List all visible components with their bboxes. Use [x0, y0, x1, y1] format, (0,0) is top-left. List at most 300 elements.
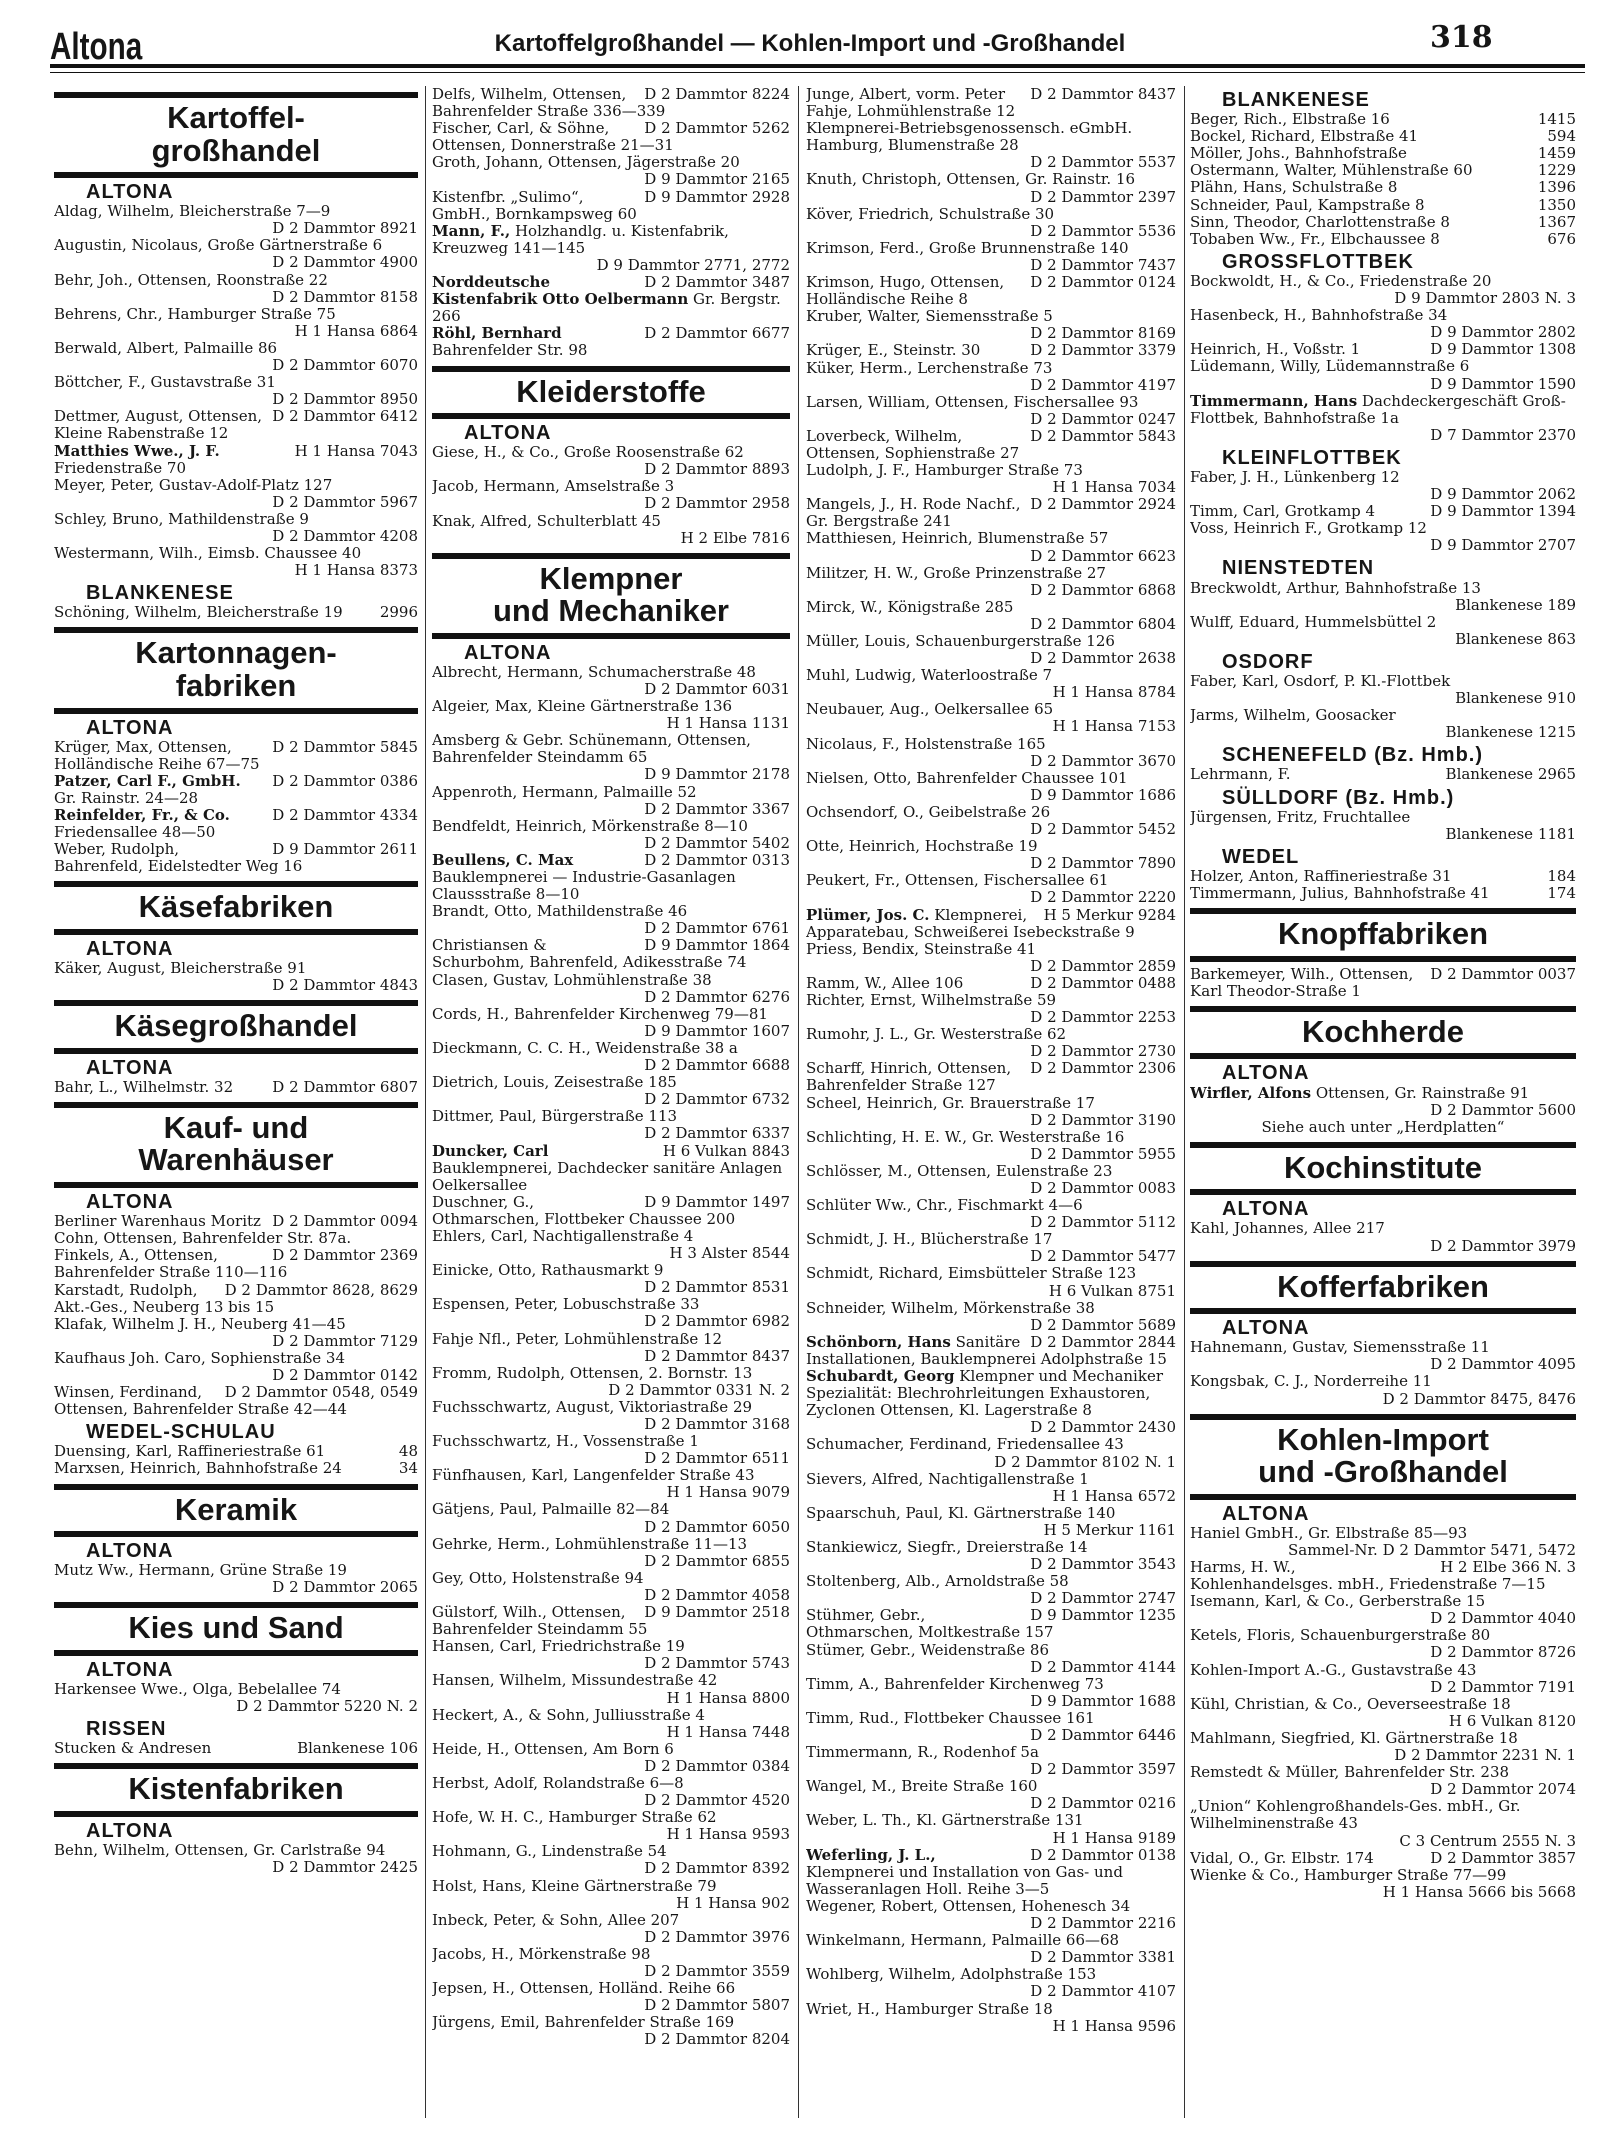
- phone-number: D 2 Dammtor 2924: [1030, 495, 1176, 514]
- phone-number: D 9 Dammtor 1394: [1430, 502, 1576, 521]
- listing-entry: [54, 477, 418, 511]
- phone-number: D 2 Dammtor 4058: [644, 1585, 790, 1604]
- phone-number: D 2 Dammtor 3367: [644, 799, 790, 818]
- listing-text: Priess, Bendix, Steinstraße 41: [806, 939, 1037, 958]
- listing-text: Schneider, Paul, Kampstraße 8: [1190, 195, 1425, 214]
- listing-entry: [432, 1980, 790, 2014]
- phone-number: D 2 Dammtor 3559: [644, 1962, 790, 1981]
- listing-entry: [806, 274, 1176, 308]
- listing-text: Dittmer, Paul, Bürgerstraße 113: [432, 1107, 678, 1126]
- phone-number: D 2 Dammtor 8726: [1430, 1643, 1576, 1662]
- listing-text: Heide, H., Ottensen, Am Born 6: [432, 1739, 674, 1758]
- listing-text: Berwald, Albert, Palmaille 86: [54, 338, 278, 357]
- listing-text: Schneider, Wilhelm, Mörkenstraße 38: [806, 1298, 1095, 1317]
- phone-number: D 9 Dammtor 2518: [644, 1603, 790, 1622]
- listing-text: Westermann, Wilh., Eimsb. Chaussee 40: [54, 544, 362, 563]
- phone-number: D 2 Dammtor 3543: [1030, 1555, 1176, 1574]
- phone-number: D 2 Dammtor 8102 N. 1: [994, 1452, 1176, 1471]
- listing-entry: [432, 784, 790, 818]
- phone-number: D 2 Dammtor 6982: [644, 1312, 790, 1331]
- listing-text: Dachdeckergeschäft Groß-Flottbek, Bahnhofstraße 1a: [1190, 391, 1566, 427]
- phone-number: D 2 Dammtor 3379: [1030, 341, 1176, 360]
- phone-number: H 1 Hansa 8800: [666, 1688, 790, 1707]
- listing-entry: [54, 807, 418, 841]
- listing-text: Fischer, Carl, & Söhne, Ottensen, Donnerstraße 21—31: [432, 119, 674, 155]
- place-heading: SÜLLDORF (Bz. Hmb.): [1222, 786, 1455, 809]
- listing-entry: [806, 206, 1176, 240]
- place-heading: BLANKENESE: [86, 582, 234, 605]
- listing-entry: [1190, 614, 1576, 648]
- listing-entry: [432, 1262, 790, 1296]
- listing-entry: [432, 1006, 790, 1040]
- listing-text: Dieckmann, C. C. H., Weidenstraße 38 a: [432, 1038, 738, 1057]
- listing-entry: [806, 1471, 1176, 1505]
- phone-number: D 2 Dammtor 0247: [1030, 409, 1176, 428]
- column-divider: [798, 86, 799, 2118]
- listing-entry: [54, 511, 418, 545]
- phone-number: D 2 Dammtor 2859: [1030, 956, 1176, 975]
- column-2: [432, 86, 790, 2118]
- listing-entry: [1190, 1220, 1576, 1254]
- listing-text: Mirck, W., Königstraße 285: [806, 597, 1014, 616]
- phone-number: D 2 Dammtor 4040: [1430, 1609, 1576, 1628]
- listing-entry: [54, 1842, 418, 1876]
- listing-text: Hansen, Wilhelm, Missundestraße 42: [432, 1671, 718, 1690]
- listing-entry: [1190, 145, 1576, 162]
- phone-number: D 2 Dammtor 4144: [1030, 1657, 1176, 1676]
- listing-text: Duensing, Karl, Raffineriestraße 61: [54, 1442, 326, 1461]
- place-heading: NIENSTEDTEN: [1222, 557, 1375, 580]
- listing-text: Clasen, Gustav, Lohmühlenstraße 38: [432, 970, 712, 989]
- listing-entry: [432, 1604, 790, 1638]
- phone-number: 1367: [1537, 212, 1576, 231]
- phone-number: H 1 Hansa 9593: [666, 1825, 790, 1844]
- phone-number: D 2 Dammtor 6511: [644, 1449, 790, 1468]
- phone-number: D 9 Dammtor 2178: [644, 765, 790, 784]
- phone-number: D 2 Dammtor 6623: [1030, 546, 1176, 565]
- place-heading: GROSSFLOTTBEK: [1222, 250, 1414, 273]
- phone-number: Blankenese 106: [297, 1739, 418, 1758]
- listing-text: Jürgens, Emil, Bahrenfelder Straße 169: [432, 2013, 735, 2032]
- listing-entry: [432, 513, 790, 547]
- listing-entry: [806, 1265, 1176, 1299]
- listing-text: Fahje Nfl., Peter, Lohmühlenstraße 12: [432, 1329, 723, 1348]
- listing-text: Weber, L. Th., Kl. Gärtnerstraße 131: [806, 1811, 1084, 1830]
- phone-number: D 2 Dammtor 3857: [1430, 1848, 1576, 1867]
- listing-text: Karstadt, Rudolph, Akt.-Ges., Neuberg 13 bis 15: [54, 1280, 275, 1316]
- listing-text: Schmidt, J. H., Blücherstraße 17: [806, 1230, 1053, 1249]
- phone-number: D 2 Dammtor 8531: [644, 1278, 790, 1297]
- listing-entry: [54, 841, 418, 875]
- listing-entry: [806, 394, 1176, 428]
- phone-number: D 9 Dammtor 1864: [644, 936, 790, 955]
- phone-number: D 2 Dammtor 6337: [644, 1124, 790, 1143]
- listing-text: Harkensee Wwe., Olga, Bebelallee 74: [54, 1680, 341, 1698]
- phone-number: D 9 Dammtor 1590: [1430, 374, 1576, 393]
- listing-entry: [1190, 868, 1576, 885]
- listing-entry: [806, 1573, 1176, 1607]
- phone-number: Blankenese 1215: [1445, 723, 1576, 742]
- phone-number: D 2 Dammtor 0037: [1430, 964, 1576, 983]
- listing-entry: [54, 306, 418, 340]
- listing-text: Behr, Joh., Ottensen, Roonstraße 22: [54, 270, 328, 289]
- listing-text: Schöning, Wilhelm, Bleicherstraße 19: [54, 603, 343, 622]
- phone-number: D 2 Dammtor 6050: [644, 1517, 790, 1536]
- phone-number: H 1 Hansa 7153: [1052, 717, 1176, 736]
- phone-number: D 2 Dammtor 2747: [1030, 1589, 1176, 1608]
- listing-text: Knak, Alfred, Schulterblatt 45: [432, 511, 661, 530]
- phone-number: H 1 Hansa 9596: [1052, 2016, 1176, 2035]
- phone-number: Sammel-Nr. D 2 Dammtor 5471, 5472: [1288, 1540, 1576, 1559]
- phone-number: D 2 Dammtor 0386: [272, 771, 418, 790]
- listing-text: Krüger, Max, Ottensen, Holländische Reihe 67—75: [54, 737, 260, 773]
- listing-text: Wangel, M., Breite Straße 160: [806, 1777, 1038, 1796]
- listing-entry: [806, 1026, 1176, 1060]
- phone-number: D 2 Dammtor 3979: [1430, 1236, 1576, 1255]
- listing-entry: [806, 462, 1176, 496]
- listing-entry: [432, 1433, 790, 1467]
- listing-text: Gr. Bergstr. 266: [432, 290, 781, 326]
- phone-number: D 2 Dammtor 2369: [272, 1246, 418, 1265]
- listing-text: Ketels, Floris, Schauenburgerstraße 80: [1190, 1626, 1491, 1645]
- section-heading: Kofferfabriken: [1190, 1261, 1576, 1315]
- listing-entry: [806, 1710, 1176, 1744]
- phone-number: D 2 Dammtor 3670: [1030, 751, 1176, 770]
- listing-entry: [1190, 766, 1576, 783]
- listing-entry: [432, 937, 790, 971]
- place-heading: BLANKENESE: [1222, 89, 1370, 111]
- section-heading: Keramik: [54, 1484, 418, 1538]
- listing-entry: [806, 1847, 1176, 1898]
- listing-text: Loverbeck, Wilhelm, Ottensen, Sophienstraße 27: [806, 426, 1020, 462]
- firm-name: Weferling, J. L.,: [806, 1845, 936, 1864]
- listing-text: Herbst, Adolf, Rolandstraße 6—8: [432, 1773, 684, 1792]
- listing-entry: [806, 1334, 1176, 1368]
- firm-name: Wirfler, Alfons: [1190, 1083, 1312, 1102]
- section-heading: Kistenfabriken: [54, 1763, 418, 1817]
- phone-number: Blankenese 863: [1455, 629, 1576, 648]
- listing-entry: [806, 360, 1176, 394]
- phone-number: D 2 Dammtor 0488: [1030, 973, 1176, 992]
- listing-entry: [54, 443, 418, 477]
- phone-number: D 2 Dammtor 0094: [272, 1212, 418, 1231]
- listing-text: Berliner Warenhaus Moritz Cohn, Ottensen, Bahrenfelder Str. 87a.: [54, 1212, 352, 1248]
- listing-entry: [432, 972, 790, 1006]
- section-heading: Kochinstitute: [1190, 1142, 1576, 1196]
- phone-number: 174: [1547, 884, 1576, 903]
- phone-number: D 9 Dammtor 2611: [272, 840, 418, 859]
- listing-entry: [806, 701, 1176, 735]
- listing-entry: [806, 1163, 1176, 1197]
- place-heading: ALTONA: [1222, 1317, 1310, 1340]
- phone-number: D 9 Dammtor 2802: [1430, 323, 1576, 342]
- listing-entry: [432, 154, 790, 188]
- listing-entry: [1190, 307, 1576, 341]
- phone-number: D 2 Dammtor 6677: [644, 324, 790, 343]
- place-heading: ALTONA: [86, 937, 174, 960]
- listing-text: Wegener, Robert, Ottensen, Hohenesch 34: [806, 1896, 1131, 1915]
- listing-entry: [806, 1539, 1176, 1573]
- listing-text: Jacob, Hermann, Amselstraße 3: [432, 477, 675, 496]
- listing-text: Brandt, Otto, Mathildenstraße 46: [432, 902, 688, 921]
- phone-number: D 2 Dammtor 8204: [644, 2030, 790, 2049]
- listing-text: Müller, Louis, Schauenburgerstraße 126: [806, 632, 1115, 650]
- listing-entry: [1190, 162, 1576, 179]
- firm-name: Schönborn, Hans: [806, 1332, 951, 1351]
- phone-number: H 1 Hansa 7034: [1052, 478, 1176, 497]
- listing-text: Scheel, Heinrich, Gr. Brauerstraße 17: [806, 1093, 1095, 1112]
- phone-number: D 2 Dammtor 6855: [644, 1551, 790, 1570]
- phone-number: D 2 Dammtor 5807: [644, 1996, 790, 2015]
- section-heading: Käsegroßhandel: [54, 1000, 418, 1054]
- listing-text: Krimson, Ferd., Große Brunnenstraße 140: [806, 238, 1129, 257]
- listing-text: Schlichting, H. E. W., Gr. Westerstraße 16: [806, 1127, 1125, 1146]
- phone-number: D 2 Dammtor 2638: [1030, 649, 1176, 668]
- listing-entry: [54, 773, 418, 807]
- listing-text: Meyer, Peter, Gustav-Adolf-Platz 127: [54, 475, 333, 494]
- phone-number: D 2 Dammtor 5112: [1030, 1213, 1176, 1232]
- listing-text: Lüdemann, Willy, Lüdemannstraße 6: [1190, 357, 1470, 376]
- listing-entry: [54, 374, 418, 408]
- listing-text: Nicolaus, F., Holstenstraße 165: [806, 734, 1046, 753]
- phone-number: D 2 Dammtor 5967: [272, 492, 418, 511]
- phone-number: D 2 Dammtor 0313: [644, 850, 790, 869]
- phone-number: D 2 Dammtor 2074: [1430, 1780, 1576, 1799]
- phone-number: D 2 Dammtor 2844: [1030, 1332, 1176, 1351]
- listing-text: Heinrich, H., Voßstr. 1: [1190, 340, 1361, 359]
- listing-text: Isemann, Karl, & Co., Gerberstraße 15: [1190, 1592, 1486, 1611]
- phone-number: D 2 Dammtor 6070: [272, 356, 418, 375]
- listing-entry: [54, 1384, 418, 1418]
- phone-number: D 2 Dammtor 3597: [1030, 1760, 1176, 1779]
- listing-text: Timm, Rud., Flottbeker Chaussee 161: [806, 1708, 1095, 1727]
- phone-number: D 2 Dammtor 2430: [1030, 1418, 1176, 1437]
- listing-text: Scharff, Hinrich, Ottensen, Bahrenfelder Straße 127: [806, 1059, 1012, 1095]
- place-heading: ALTONA: [1222, 1502, 1310, 1525]
- listing-text: Winkelmann, Hermann, Palmaille 66—68: [806, 1931, 1120, 1950]
- listing-entry: [1190, 1764, 1576, 1798]
- listing-entry: [432, 444, 790, 478]
- listing-entry: [806, 975, 1176, 992]
- listing-text: Mangels, J., H. Rode Nachf., Gr. Bergstraße 241: [806, 495, 1021, 531]
- listing-text: Ramm, W., Allee 106: [806, 973, 964, 992]
- firm-name: Reinfelder, Fr., & Co.: [54, 806, 230, 824]
- listing-text: Voss, Heinrich F., Grotkamp 12: [1190, 519, 1427, 538]
- listing-text: Fuchsschwartz, August, Viktoriastraße 29: [432, 1397, 753, 1416]
- phone-number: D 2 Dammtor 4900: [272, 253, 418, 272]
- listing-text: Rumohr, J. L., Gr. Westerstraße 62: [806, 1025, 1067, 1044]
- listing-text: Albrecht, Hermann, Schumacherstraße 48: [432, 662, 756, 681]
- listing-entry: [432, 1912, 790, 1946]
- phone-number: D 9 Dammtor 2928: [644, 187, 790, 206]
- listing-text: Haniel GmbH., Gr. Elbstraße 85—93: [1190, 1523, 1468, 1542]
- phone-number: D 2 Dammtor 6412: [272, 407, 418, 426]
- listing-entry: [1190, 1559, 1576, 1593]
- firm-name: Patzer, Carl F., GmbH.: [54, 771, 241, 790]
- listing-entry: [432, 903, 790, 937]
- listing-entry: [432, 1143, 790, 1194]
- listing-text: Militzer, H. W., Große Prinzenstraße 27: [806, 563, 1106, 582]
- phone-number: D 2 Dammtor 2397: [1030, 187, 1176, 206]
- listing-entry: [806, 736, 1176, 770]
- phone-number: D 2 Dammtor 2730: [1030, 1042, 1176, 1061]
- firm-name: Röhl, Bernhard: [432, 324, 562, 343]
- listing-entry: [432, 86, 790, 120]
- listing-text: Bockel, Richard, Elbstraße 41: [1190, 127, 1419, 146]
- listing-text: Ludolph, J. F., Hamburger Straße 73: [806, 461, 1083, 480]
- listing-entry: [806, 1932, 1176, 1966]
- phone-number: D 9 Dammtor 2803 N. 3: [1394, 289, 1576, 308]
- listing-text: Neubauer, Aug., Oelkersallee 65: [806, 700, 1054, 719]
- column-1: [54, 86, 418, 2118]
- listing-entry: [432, 1501, 790, 1535]
- listing-text: Schlüter Ww., Chr., Fischmarkt 4—6: [806, 1196, 1083, 1215]
- listing-entry: [432, 1296, 790, 1330]
- firm-name: Norddeutsche Kistenfabrik Otto Oelbermann: [432, 273, 689, 309]
- phone-number: D 9 Dammtor 1686: [1030, 785, 1176, 804]
- listing-entry: [806, 838, 1176, 872]
- listing-text: Köver, Friedrich, Schulstraße 30: [806, 204, 1055, 223]
- listing-text: Spaarschuh, Paul, Kl. Gärtnerstraße 140: [806, 1503, 1116, 1522]
- phone-number: D 2 Dammtor 0138: [1030, 1845, 1176, 1864]
- listing-text: Friedenstraße 70: [54, 458, 186, 477]
- listing-entry: [1190, 1085, 1576, 1119]
- listing-entry: [1190, 503, 1576, 520]
- listing-text: Cords, H., Bahrenfelder Kirchenweg 79—81: [432, 1004, 768, 1023]
- phone-number: D 2 Dammtor 8921: [272, 219, 418, 238]
- phone-number: D 2 Dammtor 8224: [644, 86, 790, 103]
- listing-entry: [1190, 197, 1576, 214]
- listing-text: Wohlberg, Wilhelm, Adolphstraße 153: [806, 1965, 1097, 1984]
- listing-entry: [432, 1638, 790, 1672]
- header-rule: [50, 64, 1585, 68]
- listing-text: Schlösser, M., Ottensen, Eulenstraße 23: [806, 1161, 1113, 1180]
- phone-number: D 2 Dammtor 5743: [644, 1654, 790, 1673]
- phone-number: 1415: [1537, 110, 1576, 129]
- phone-number: D 2 Dammtor 2306: [1030, 1059, 1176, 1078]
- listing-entry: [806, 428, 1176, 462]
- place-heading: SCHENEFELD (Bz. Hmb.): [1222, 744, 1483, 767]
- place-heading: WEDEL-SCHULAU: [86, 1421, 276, 1444]
- listing-text: Küker, Herm., Lerchenstraße 73: [806, 358, 1053, 377]
- listing-entry: [806, 907, 1176, 941]
- phone-number: H 6 Vulkan 8751: [1048, 1281, 1176, 1300]
- listing-text: Dettmer, August, Ottensen, Kleine Rabenstraße 12: [54, 407, 263, 443]
- phone-number: D 9 Dammtor 1308: [1430, 340, 1576, 359]
- phone-number: H 1 Hansa 7043: [294, 441, 418, 460]
- phone-number: D 2 Dammtor 0083: [1030, 1179, 1176, 1197]
- listing-text: Sinn, Theodor, Charlottenstraße 8: [1190, 212, 1450, 231]
- listing-text: Stankiewicz, Siegfr., Dreierstraße 14: [806, 1537, 1088, 1556]
- listing-text: Amsberg & Gebr. Schünemann, Ottensen, Bahrenfelder Steindamm 65: [432, 731, 751, 767]
- place-heading: ALTONA: [86, 716, 174, 739]
- listing-text: Lehrmann, F.: [1190, 765, 1291, 784]
- listing-entry: [1190, 1798, 1576, 1849]
- page-number: 318: [1430, 20, 1493, 55]
- section-heading: Kohlen-Import und -Großhandel: [1190, 1414, 1576, 1500]
- phone-number: D 2 Dammtor 4520: [644, 1791, 790, 1810]
- column-divider: [425, 86, 426, 2118]
- listing-entry: [1190, 673, 1576, 707]
- listing-text: Hansen, Carl, Friedrichstraße 19: [432, 1637, 685, 1656]
- listing-entry: [806, 530, 1176, 564]
- phone-number: D 2 Dammtor 5262: [644, 119, 790, 138]
- phone-number: D 2 Dammtor 4197: [1030, 375, 1176, 394]
- listing-entry: [432, 325, 790, 359]
- listing-entry: [54, 1443, 418, 1460]
- listing-entry: [432, 478, 790, 512]
- firm-name: Mann, F.,: [432, 221, 511, 240]
- phone-number: D 9 Dammtor 1235: [1030, 1606, 1176, 1625]
- listing-text: Holst, Hans, Kleine Gärtnerstraße 79: [432, 1876, 717, 1895]
- phone-number: D 2 Dammtor 0548, 0549: [224, 1383, 418, 1402]
- listing-entry: [1190, 1730, 1576, 1764]
- listing-entry: [432, 1467, 790, 1501]
- listing-entry: [1190, 1373, 1576, 1407]
- listing-entry: [806, 633, 1176, 667]
- listing-entry: [54, 739, 418, 773]
- listing-entry: [806, 1966, 1176, 2000]
- listing-entry: [432, 664, 790, 698]
- listing-text: Kruber, Walter, Siemensstraße 5: [806, 307, 1053, 326]
- listing-entry: [1190, 341, 1576, 358]
- phone-number: D 7 Dammtor 2370: [1430, 425, 1576, 444]
- listing-text: Beger, Rich., Elbstraße 16: [1190, 110, 1390, 129]
- phone-number: D 9 Dammtor 2707: [1430, 536, 1576, 555]
- phone-number: D 2 Dammtor 8392: [644, 1859, 790, 1878]
- listing-entry: [806, 1368, 1176, 1436]
- listing-entry: [806, 2001, 1176, 2035]
- phone-number: D 2 Dammtor 7437: [1030, 255, 1176, 274]
- listing-entry: [1190, 1662, 1576, 1696]
- listing-entry: [432, 1809, 790, 1843]
- listing-text: Holzhandlg. u. Kistenfabrik, Kreuzweg 141—145: [432, 221, 729, 257]
- listing-entry: [432, 1775, 790, 1809]
- phone-number: D 2 Dammtor 2231 N. 1: [1394, 1746, 1576, 1765]
- listing-text: Friedensallee 48—50: [54, 823, 216, 842]
- listing-entry: [806, 770, 1176, 804]
- listing-text: Gätjens, Paul, Palmaille 82—84: [432, 1500, 670, 1519]
- listing-entry: [432, 1074, 790, 1108]
- listing-text: Timm, A., Bahrenfelder Kirchenweg 73: [806, 1674, 1104, 1693]
- phone-number: D 2 Dammtor 8950: [272, 390, 418, 409]
- listing-entry: [54, 1247, 418, 1281]
- listing-entry: [1190, 1627, 1576, 1661]
- listing-text: Jacobs, H., Mörkenstraße 98: [432, 1944, 651, 1963]
- listing-entry: [54, 604, 418, 621]
- phone-number: D 2 Dammtor 0124: [1030, 273, 1176, 292]
- listing-entry: [54, 1460, 418, 1477]
- listing-text: Möller, Johs., Bahnhofstraße: [1190, 144, 1407, 163]
- phone-number: D 2 Dammtor 5845: [272, 737, 418, 756]
- listing-text: Larsen, William, Ottensen, Fischersallee 93: [806, 392, 1139, 411]
- listing-text: Espensen, Peter, Lobuschstraße 33: [432, 1295, 700, 1314]
- listing-text: „Union“ Kohlengroßhandels-Ges. mbH., Gr. Wilhelminenstraße 43: [1190, 1797, 1521, 1833]
- phone-number: D 2 Dammtor 8628, 8629: [224, 1280, 418, 1299]
- phone-number: D 2 Dammtor 5452: [1030, 820, 1176, 839]
- listing-entry: [1190, 809, 1576, 843]
- listing-text: Kongsbak, C. J., Norderreihe 11: [1190, 1372, 1432, 1391]
- phone-number: D 2 Dammtor 6761: [644, 919, 790, 938]
- listing-text: Ottensen, Gr. Rainstraße 91: [1315, 1083, 1530, 1102]
- listing-text: Otte, Heinrich, Hochstraße 19: [806, 837, 1038, 856]
- listing-entry: [54, 408, 418, 442]
- section-heading: Kleiderstoffe: [432, 366, 790, 420]
- listing-text: Faber, Karl, Osdorf, P. Kl.-Flottbek: [1190, 672, 1451, 690]
- listing-text: Mahlmann, Siegfried, Kl. Gärtnerstraße 18: [1190, 1728, 1518, 1747]
- listing-entry: [806, 1436, 1176, 1470]
- place-heading: ALTONA: [86, 1540, 174, 1563]
